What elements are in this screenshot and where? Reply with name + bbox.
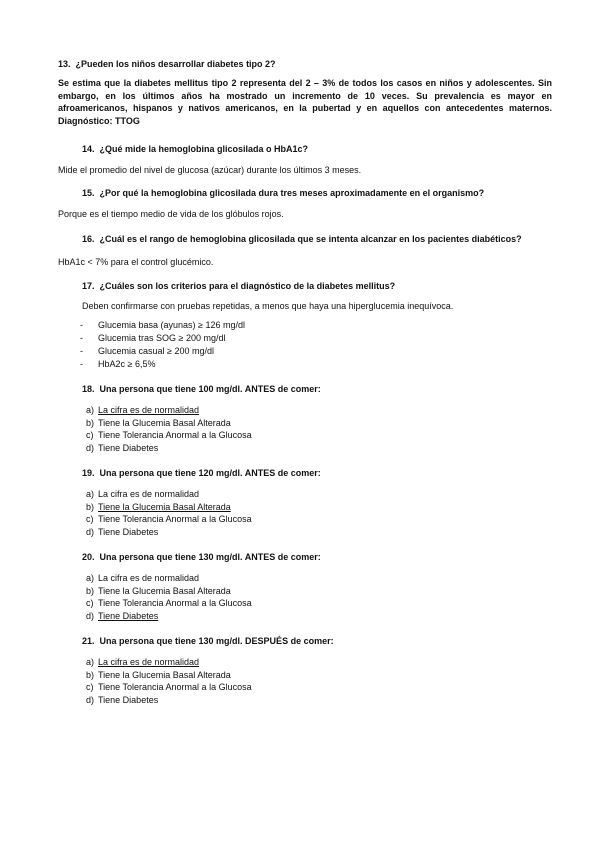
question-heading bbox=[82, 143, 552, 155]
criteria-text: Glucemia tras SOG ≥ 200 mg/dl bbox=[98, 332, 226, 343]
option-text-correct: Tiene la Glucemia Basal Alterada bbox=[98, 501, 231, 512]
options-list bbox=[58, 656, 552, 706]
question-heading bbox=[82, 551, 552, 563]
question-18 bbox=[58, 383, 552, 454]
question-20 bbox=[58, 551, 552, 622]
option-c bbox=[58, 597, 552, 610]
option-a bbox=[58, 488, 552, 501]
bullet-dash: - bbox=[80, 332, 83, 343]
option-d bbox=[58, 610, 552, 623]
option-text: Tiene la Glucemia Basal Alterada bbox=[98, 417, 231, 428]
option-c bbox=[58, 513, 552, 526]
question-number: 20. bbox=[82, 552, 95, 562]
answer-text: Se estima que la diabetes mellitus tipo 2 representa del 2 – 3% de todos los casos en niños y adolescentes. Sin embargo, en los últimos años ha mostrado un incremento de 10 veces. Su prevalencia es mayor en afroamericanos, hispanos y nativos americanos, en la pubertad y en aquellos con antecedentes maternos. Diagnóstico: TTOG bbox=[58, 78, 552, 126]
option-d bbox=[58, 442, 552, 455]
answer-text: Porque es el tiempo medio de vida de los glóbulos rojos. bbox=[58, 209, 284, 219]
question-number: 14. bbox=[82, 144, 95, 154]
question-heading bbox=[82, 280, 552, 292]
option-letter: a) bbox=[86, 657, 95, 667]
option-text-correct: Tiene Diabetes bbox=[98, 610, 159, 621]
option-letter: c) bbox=[86, 514, 94, 524]
question-heading bbox=[82, 233, 552, 245]
option-text: Tiene Diabetes bbox=[98, 694, 159, 705]
question-number: 15. bbox=[82, 188, 95, 198]
option-a bbox=[58, 656, 552, 669]
question-number: 18. bbox=[82, 384, 95, 394]
answer-text: HbA1c < 7% para el control glucémico. bbox=[58, 257, 214, 267]
question-text: Una persona que tiene 120 mg/dl. ANTES de comer: bbox=[99, 468, 321, 478]
option-text: Tiene Diabetes bbox=[98, 526, 159, 537]
question-text: ¿Pueden los niños desarrollar diabetes tipo 2? bbox=[75, 59, 276, 69]
question-16 bbox=[58, 233, 552, 269]
option-text: Tiene la Glucemia Basal Alterada bbox=[98, 669, 231, 680]
option-text: Tiene Tolerancia Anormal a la Glucosa bbox=[98, 682, 252, 692]
question-heading bbox=[58, 58, 552, 70]
option-letter: c) bbox=[86, 598, 94, 608]
option-letter: d) bbox=[86, 526, 95, 537]
option-d bbox=[58, 694, 552, 707]
question-14 bbox=[58, 143, 552, 177]
question-21 bbox=[58, 635, 552, 706]
answer-text: Deben confirmarse con pruebas repetidas, a menos que haya una hiperglucemia inequívoca. bbox=[82, 301, 454, 311]
question-text: Una persona que tiene 130 mg/dl. DESPUÉS de comer: bbox=[99, 636, 334, 646]
option-b bbox=[58, 669, 552, 682]
question-13 bbox=[58, 58, 552, 127]
option-text: Tiene Tolerancia Anormal a la Glucosa bbox=[98, 430, 252, 440]
question-number: 19. bbox=[82, 468, 95, 478]
option-letter: d) bbox=[86, 442, 95, 453]
question-text: Una persona que tiene 130 mg/dl. ANTES de comer: bbox=[99, 552, 321, 562]
question-number: 21. bbox=[82, 636, 95, 646]
option-a bbox=[58, 404, 552, 417]
question-heading bbox=[82, 635, 552, 647]
question-number: 17. bbox=[82, 281, 95, 291]
option-text: Tiene Tolerancia Anormal a la Glucosa bbox=[98, 514, 252, 524]
question-heading bbox=[82, 383, 552, 395]
option-b bbox=[58, 585, 552, 598]
option-letter: d) bbox=[86, 610, 95, 621]
option-text-correct: La cifra es de normalidad bbox=[98, 405, 200, 415]
criteria-text: HbA2c ≥ 6,5% bbox=[98, 358, 156, 369]
option-letter: c) bbox=[86, 430, 94, 440]
bullet-dash: - bbox=[80, 319, 83, 330]
option-b bbox=[58, 417, 552, 430]
options-list bbox=[58, 404, 552, 454]
bullet-dash: - bbox=[80, 358, 83, 369]
criteria-text: Glucemia casual ≥ 200 mg/dl bbox=[98, 345, 214, 356]
option-letter: b) bbox=[86, 501, 95, 512]
option-letter: c) bbox=[86, 682, 94, 692]
question-15 bbox=[58, 187, 552, 221]
option-letter: a) bbox=[86, 573, 95, 583]
question-heading bbox=[82, 187, 552, 199]
option-letter: b) bbox=[86, 417, 95, 428]
question-text: ¿Por qué la hemoglobina glicosilada dura tres meses aproximadamente en el organismo? bbox=[99, 188, 485, 198]
question-text: ¿Cuáles son los criterios para el diagnóstico de la diabetes mellitus? bbox=[99, 281, 396, 291]
option-letter: d) bbox=[86, 694, 95, 705]
option-text: Tiene la Glucemia Basal Alterada bbox=[98, 585, 231, 596]
question-text: ¿Qué mide la hemoglobina glicosilada o HbA1c? bbox=[99, 144, 309, 154]
option-b bbox=[58, 501, 552, 514]
bullet-dash: - bbox=[80, 345, 83, 356]
option-c bbox=[58, 681, 552, 694]
question-number: 13. bbox=[58, 59, 71, 69]
option-d bbox=[58, 526, 552, 539]
option-a bbox=[58, 572, 552, 585]
criteria-text: Glucemia basa (ayunas) ≥ 126 mg/dl bbox=[98, 319, 246, 330]
criteria-list bbox=[58, 319, 552, 371]
option-text: Tiene Tolerancia Anormal a la Glucosa bbox=[98, 598, 252, 608]
option-letter: a) bbox=[86, 405, 95, 415]
option-letter: a) bbox=[86, 489, 95, 499]
question-number: 16. bbox=[82, 234, 95, 244]
answer-text: Mide el promedio del nivel de glucosa (azúcar) durante los últimos 3 meses. bbox=[58, 165, 362, 175]
criteria-item bbox=[58, 358, 552, 371]
option-text: La cifra es de normalidad bbox=[98, 489, 200, 499]
options-list bbox=[58, 572, 552, 622]
question-text: Una persona que tiene 100 mg/dl. ANTES de comer: bbox=[99, 384, 321, 394]
option-letter: b) bbox=[86, 669, 95, 680]
option-c bbox=[58, 429, 552, 442]
question-text: ¿Cuál es el rango de hemoglobina glicosilada que se intenta alcanzar en los pacientes diabéticos? bbox=[99, 234, 522, 244]
criteria-item bbox=[58, 319, 552, 332]
option-letter: b) bbox=[86, 585, 95, 596]
question-19 bbox=[58, 467, 552, 538]
options-list bbox=[58, 488, 552, 538]
question-17 bbox=[58, 280, 552, 371]
option-text-correct: La cifra es de normalidad bbox=[98, 657, 200, 667]
question-heading bbox=[82, 467, 552, 479]
option-text: Tiene Diabetes bbox=[98, 442, 159, 453]
criteria-item bbox=[58, 332, 552, 345]
criteria-item bbox=[58, 345, 552, 358]
option-text: La cifra es de normalidad bbox=[98, 573, 200, 583]
